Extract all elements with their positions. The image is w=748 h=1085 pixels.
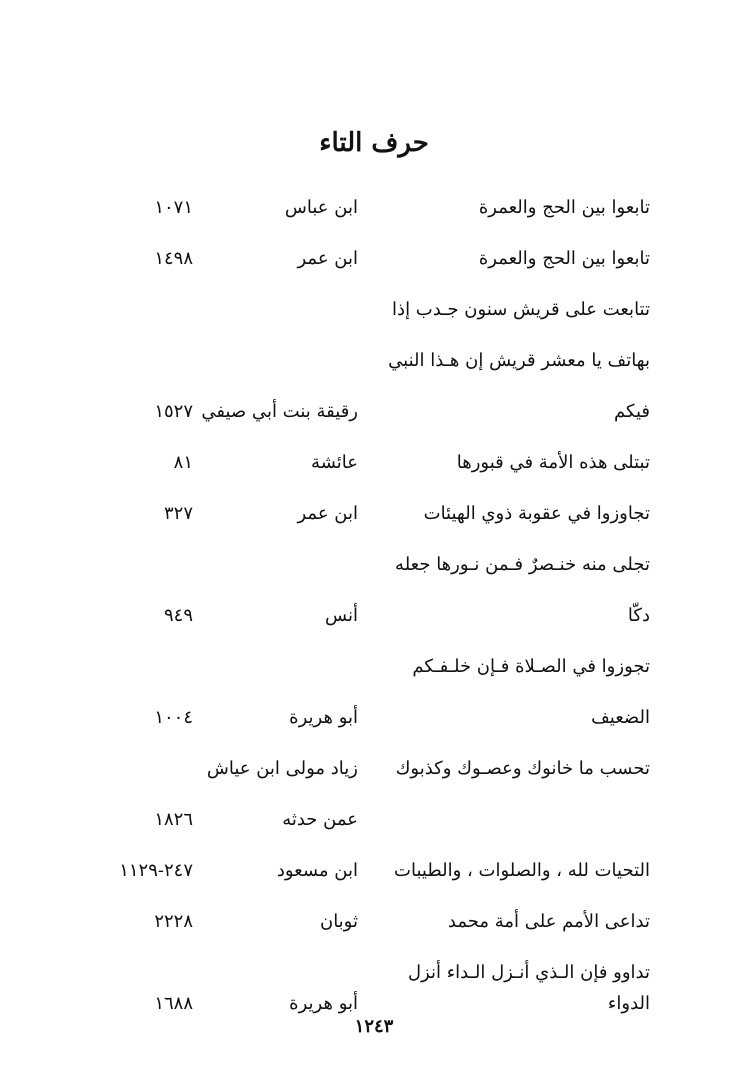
narrator: زياد مولى ابن عياش [206,758,358,779]
hadith-number: ٢٢٢٨ [154,911,193,932]
entry-row [0,190,748,226]
hadith-number: ١٤٩٨ [154,248,193,269]
entry-row [0,394,748,430]
entry-row [0,904,748,940]
narrator: ابن عمر [297,503,358,524]
hadith-text: الدواء [607,993,650,1014]
entry-row [0,853,748,889]
hadith-text: تداعى الأمم على أمة محمد [447,911,650,932]
entry-row [0,496,748,532]
narrator: عمن حدثه [282,809,358,830]
hadith-text: فيكم [614,401,650,422]
hadith-text: تبتلى هذه الأمة في قبورها [456,452,650,473]
hadith-text: تابعوا بين الحج والعمرة [478,248,650,269]
hadith-number: ١٦٨٨ [154,993,193,1014]
entry-row [0,598,748,634]
entry-row [0,547,748,583]
hadith-text: الضعيف [591,707,650,728]
hadith-text: تابعوا بين الحج والعمرة [478,197,650,218]
narrator: ثوبان [319,911,358,932]
hadith-number: ٣٢٧ [163,503,193,524]
hadith-text: تجاوزوا في عقوبة ذوي الهيئات [423,503,650,524]
entry-row [0,751,748,787]
hadith-text: تداوو فإن الـذي أنـزل الـداء أنزل [407,962,650,983]
hadith-text: التحيات لله ، والصلوات ، والطيبات [394,860,650,881]
hadith-number: ١٠٠٤ [154,707,193,728]
narrator: رقيقة بنت أبي صيفي [201,401,358,422]
entry-row [0,445,748,481]
hadith-number: ١٨٢٦ [154,809,193,830]
entry-row [0,292,748,328]
hadith-number: ٨١ [173,452,193,473]
hadith-number: ٩٤٩ [163,605,193,626]
hadith-number: ١٠٧١ [154,197,193,218]
hadith-text: دكّا [627,605,650,626]
section-title: حرف التاء [319,128,429,158]
hadith-text: بهاتف يا معشر قريش إن هـذا النبي [388,350,650,371]
narrator: أبو هريرة [289,707,358,728]
narrator: أبو هريرة [289,993,358,1014]
page-number: ١٢٤٣ [354,1016,394,1037]
hadith-number: ١٥٢٧ [154,401,193,422]
entry-row [0,700,748,736]
entry-row [0,241,748,277]
narrator: أنس [325,605,358,626]
hadith-text: تجلى منه خنـصرٌ فـمن نـورها جعله [395,554,650,575]
narrator: ابن عباس [284,197,358,218]
entry-row [0,649,748,685]
hadith-text: تحسب ما خانوك وعصـوك وكذبوك [395,758,650,779]
narrator: ابن مسعود [276,860,358,881]
hadith-text: تتابعت على قريش سنون جـدب إذا [392,299,650,320]
narrator: عائشة [311,452,358,473]
narrator: ابن عمر [297,248,358,269]
entry-row [0,802,748,838]
hadith-text: تجوزوا في الصـلاة فـإن خلـفـكم [412,656,650,677]
hadith-number: ٢٤٧-١١٢٩ [119,860,193,881]
entry-row [0,343,748,379]
